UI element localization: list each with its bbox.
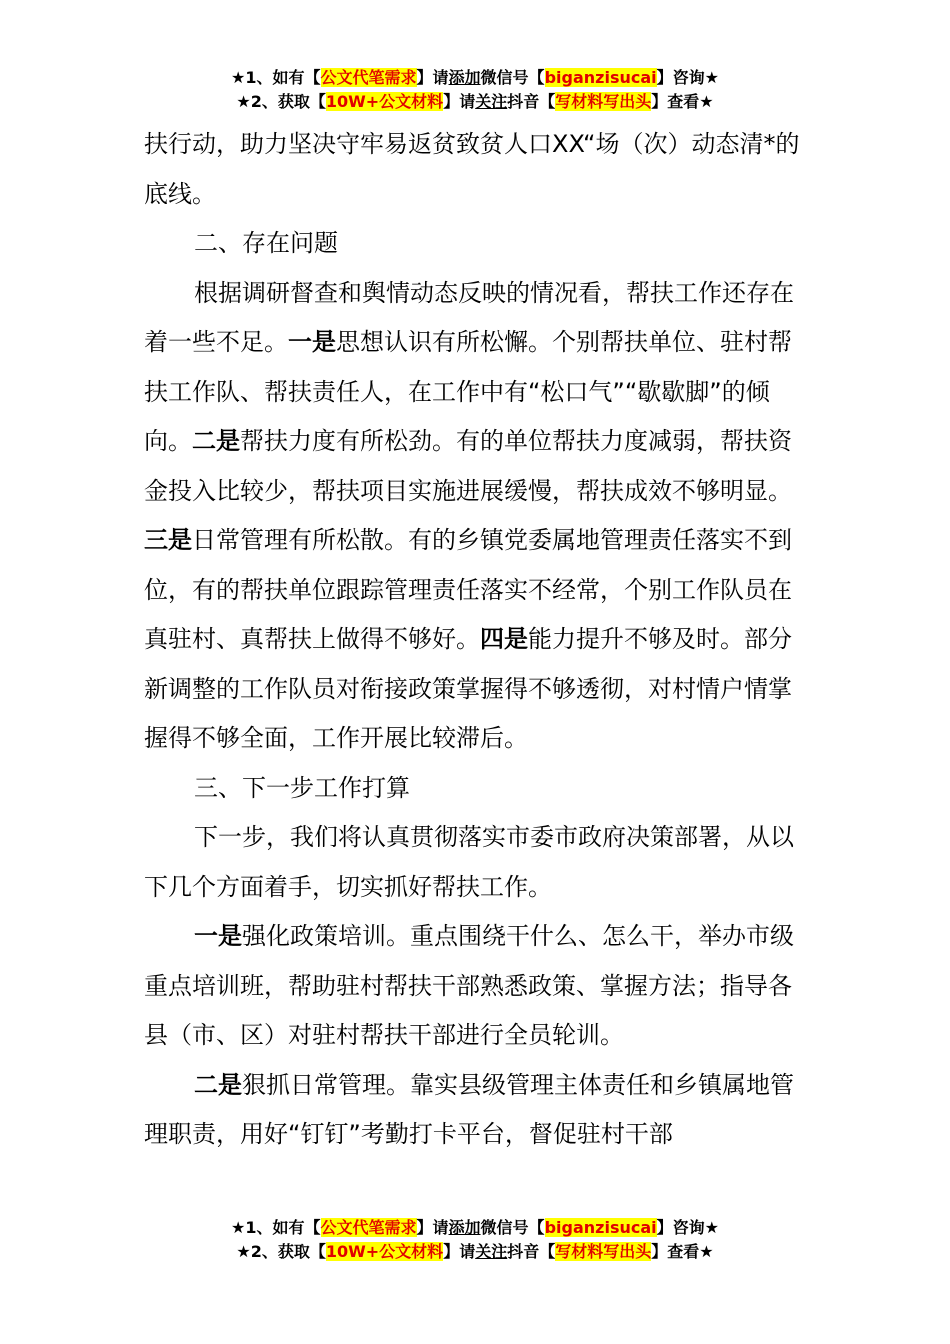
paragraph-item-2: 二是狠抓日常管理。靠实县级管理主体责任和乡镇属地管理职责，用好“钉钉”考勤打卡平台，督促驻村干部	[144, 1070, 794, 1148]
banner-line-2: ★2、获取【10W+公文材料】请关注抖音【写材料写出头】查看★	[236, 92, 714, 111]
banner-highlight: biganzisucai	[544, 68, 657, 87]
paragraph-problems: 根据调研督查和舆情动态反映的情况看，帮扶工作还存在着一些不足。一是思想认识有所松懈。个别帮扶单位、驻村帮扶工作队、帮扶责任人，在工作中有“松口气”“歇歇脚”的倾向。二是帮扶力度有所松劲。有的单位帮扶力度减弱，帮扶资金投入比较少，帮扶项目实施进展缓慢，帮扶成效不够明显。三是日常管理有所松散。有的乡镇党委属地管理责任落实不到位，有的帮扶单位跟踪管理责任落实不经常，个别工作队员在真驻村、真帮扶上做得不够好。四是能力提升不够及时。部分新调整的工作队员对衔接政策掌握得不够透彻，对村情户情掌握得不够全面，工作开展比较滞后。	[144, 278, 794, 752]
banner-line-1: ★1、如有【公文代笔需求】请添加微信号【biganzisucai】咨询★	[231, 68, 719, 87]
banner-highlight: 公文代笔需求	[320, 1218, 417, 1237]
banner-highlight: 10W+公文材料	[325, 92, 444, 111]
section-heading-2: 二、存在问题	[194, 229, 338, 257]
paragraph-next-steps: 下一步，我们将认真贯彻落实市委市政府决策部署，从以下几个方面着手，切实抓好帮扶工作。	[144, 823, 794, 901]
banner-line-2: ★2、获取【10W+公文材料】请关注抖音【写材料写出头】查看★	[236, 1242, 714, 1261]
section-heading-3: 三、下一步工作打算	[194, 773, 410, 802]
banner-highlight: 公文代笔需求	[320, 68, 417, 87]
footer-banner	[0, 1216, 950, 1264]
banner-line-1: ★1、如有【公文代笔需求】请添加微信号【biganzisucai】咨询★	[231, 1218, 719, 1237]
paragraph-continued: 扶行动，助力坚决守牢易返贫致贫人口XX“场（次）动态清*的底线。	[144, 130, 800, 208]
banner-highlight: 10W+公文材料	[325, 1242, 444, 1261]
banner-highlight: 写材料写出头	[555, 92, 652, 111]
header-banner	[0, 66, 950, 114]
document-body	[144, 120, 814, 1160]
banner-highlight: 写材料写出头	[555, 1242, 652, 1261]
paragraph-item-1: 一是强化政策培训。重点围绕干什么、怎么干，举办市级重点培训班，帮助驻村帮扶干部熟悉政策、掌握方法；指导各县（市、区）对驻村帮扶干部进行全员轮训。	[144, 922, 794, 1049]
banner-highlight: biganzisucai	[544, 1218, 657, 1237]
